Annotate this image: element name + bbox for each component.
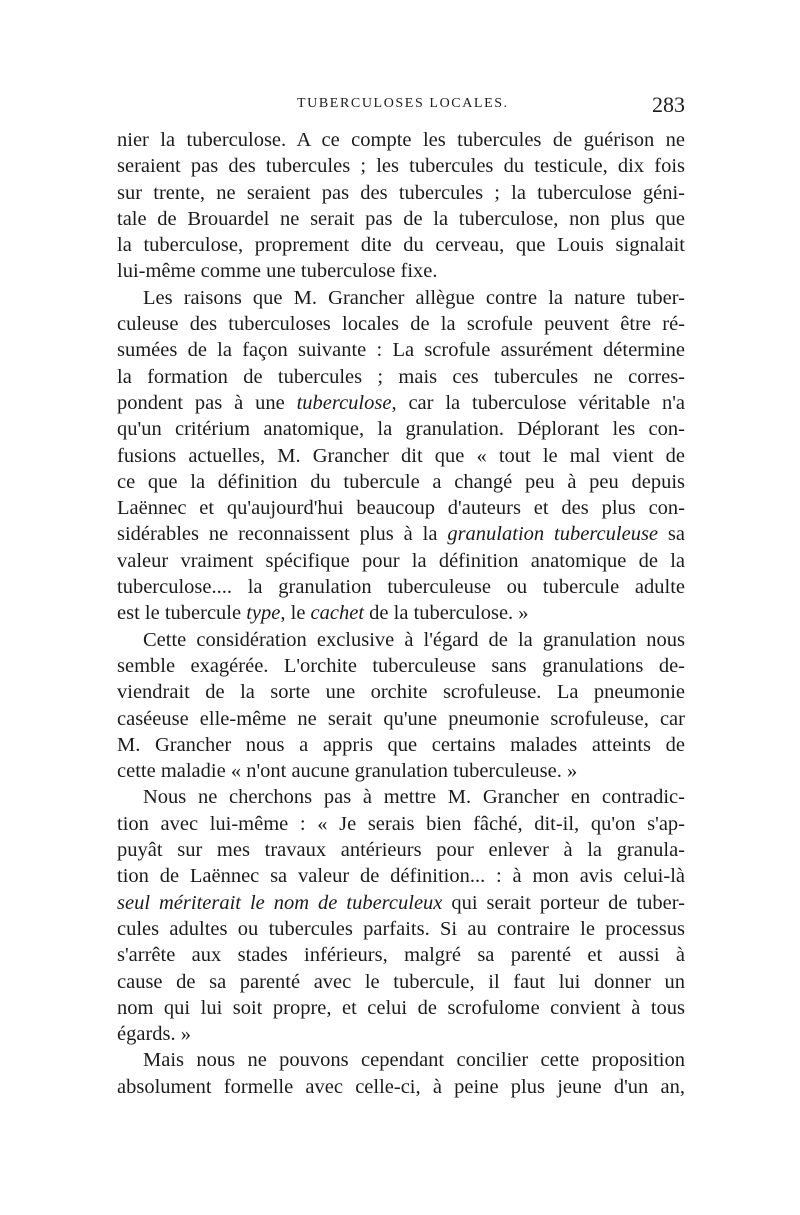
text-segment: caséeuse elle-même ne serait qu'une pneumonie scrofuleuse, car xyxy=(117,707,685,730)
running-header xyxy=(117,92,685,118)
text-line xyxy=(117,784,685,810)
text-line xyxy=(117,311,685,337)
text-segment: cause de sa parenté avec le tubercule, il faut lui donner un xyxy=(117,970,685,993)
text-line xyxy=(117,890,685,916)
page-number: 283 xyxy=(652,92,685,117)
text-segment: cules adultes ou tubercules parfaits. Si au contraire le processus xyxy=(117,917,685,940)
text-segment: la formation de tubercules ; mais ces tubercules ne corres- xyxy=(117,365,685,388)
text-segment: Nous ne cherchons pas à mettre M. Grancher en contradic- xyxy=(143,786,685,809)
text-segment: s'arrête aux stades inférieurs, malgré sa parenté et aussi à xyxy=(117,944,685,967)
text-line xyxy=(117,127,685,153)
running-title: TUBERCULOSES LOCALES. xyxy=(297,96,509,111)
text-segment: , le xyxy=(280,602,311,625)
text-segment: absolument formelle avec celle-ci, à peine plus jeune d'un an, xyxy=(117,1075,685,1098)
text-line xyxy=(117,469,685,495)
text-line xyxy=(117,627,685,653)
text-segment: fusions actuelles, M. Grancher dit que « tout le mal vient de xyxy=(117,444,685,467)
text-line xyxy=(117,1074,685,1100)
text-line xyxy=(117,758,685,784)
text-segment: sumées de la façon suivante : La scrofule assurément détermine xyxy=(117,339,685,362)
text-line xyxy=(117,811,685,837)
italic-text: cachet xyxy=(310,602,365,625)
text-segment: est le tubercule xyxy=(117,602,247,625)
text-line xyxy=(117,679,685,705)
text-segment: ce que la définition du tubercule a changé peu à peu depuis xyxy=(117,470,685,493)
text-segment: tion de Laënnec sa valeur de définition... : à mon avis celui-là xyxy=(117,865,685,888)
text-line xyxy=(117,863,685,889)
text-segment: viendrait de la sorte une orchite scrofuleuse. La pneumonie xyxy=(117,681,685,704)
text-line xyxy=(117,706,685,732)
text-line xyxy=(117,837,685,863)
text-line xyxy=(117,732,685,758)
text-segment: Cette considération exclusive à l'égard de la granulation nous xyxy=(143,628,685,651)
text-segment: qui serait porteur de tuber- xyxy=(442,891,685,914)
text-line xyxy=(117,1047,685,1073)
text-segment: lui-même comme une tuberculose fixe. xyxy=(117,260,438,283)
text-line xyxy=(117,153,685,179)
text-line xyxy=(117,416,685,442)
text-segment: M. Grancher nous a appris que certains malades atteints de xyxy=(117,733,685,756)
body-text xyxy=(117,127,685,1100)
text-segment: puyât sur mes travaux antérieurs pour enlever à la granula- xyxy=(117,839,685,862)
text-segment: égards. » xyxy=(117,1023,192,1046)
text-line xyxy=(117,285,685,311)
italic-text: type xyxy=(246,602,281,625)
text-line xyxy=(117,390,685,416)
text-segment: tion avec lui-même : « Je serais bien fâché, dit-il, qu'on s'ap- xyxy=(117,812,685,835)
text-segment: nom qui lui soit propre, et celui de scrofulome convient à tous xyxy=(117,996,685,1019)
text-segment: qu'un critérium anatomique, la granulation. Déplorant les con- xyxy=(117,418,685,441)
italic-text: seul mériterait le nom de tuberculeux xyxy=(117,891,443,914)
text-line xyxy=(117,653,685,679)
text-segment: la tuberculose, proprement dite du cerveau, que Louis signalait xyxy=(117,234,685,257)
text-segment: nier la tuberculose. A ce compte les tubercules de guérison ne xyxy=(117,129,685,151)
text-segment: pondent pas à une xyxy=(117,391,297,414)
text-line xyxy=(117,574,685,600)
text-segment: semble exagérée. L'orchite tuberculeuse sans granulations de- xyxy=(117,654,685,677)
italic-text: granulation tuberculeuse xyxy=(447,523,659,546)
text-segment: tuberculose.... la granulation tuberculeuse ou tubercule adulte xyxy=(117,576,685,599)
text-segment: , car la tuberculose véritable n'a xyxy=(391,391,685,414)
text-line xyxy=(117,364,685,390)
text-segment: valeur vraiment spécifique pour la définition anatomique de la xyxy=(117,549,685,572)
text-segment: sa xyxy=(658,523,686,546)
text-line xyxy=(117,942,685,968)
text-segment: sidérables ne reconnaissent plus à la xyxy=(117,523,448,546)
text-segment: tale de Brouardel ne serait pas de la tuberculose, non plus que xyxy=(117,207,685,230)
text-line xyxy=(117,916,685,942)
text-line xyxy=(117,180,685,206)
text-line xyxy=(117,443,685,469)
text-segment: Les raisons que M. Grancher allègue contre la nature tuber- xyxy=(143,286,685,309)
text-line xyxy=(117,1021,685,1047)
text-line xyxy=(117,600,685,626)
text-segment: Laënnec et qu'aujourd'hui beaucoup d'auteurs et des plus con- xyxy=(117,497,685,520)
text-line xyxy=(117,521,685,547)
text-segment: Mais nous ne pouvons cependant concilier cette proposition xyxy=(143,1049,685,1072)
text-line xyxy=(117,995,685,1021)
text-segment: seraient pas des tubercules ; les tubercules du testicule, dix fois xyxy=(117,155,685,178)
text-line xyxy=(117,232,685,258)
text-line xyxy=(117,548,685,574)
text-segment: cette maladie « n'ont aucune granulation tuberculeuse. » xyxy=(117,760,578,783)
text-line xyxy=(117,206,685,232)
text-segment: sur trente, ne seraient pas des tubercules ; la tuberculose géni- xyxy=(117,181,685,204)
text-line xyxy=(117,337,685,363)
text-segment: culeuse des tuberculoses locales de la scrofule peuvent être ré- xyxy=(117,313,685,336)
italic-text: tuberculose xyxy=(296,391,392,414)
text-line xyxy=(117,969,685,995)
text-segment: de la tuberculose. » xyxy=(364,602,529,625)
text-line xyxy=(117,258,685,284)
text-line xyxy=(117,495,685,521)
